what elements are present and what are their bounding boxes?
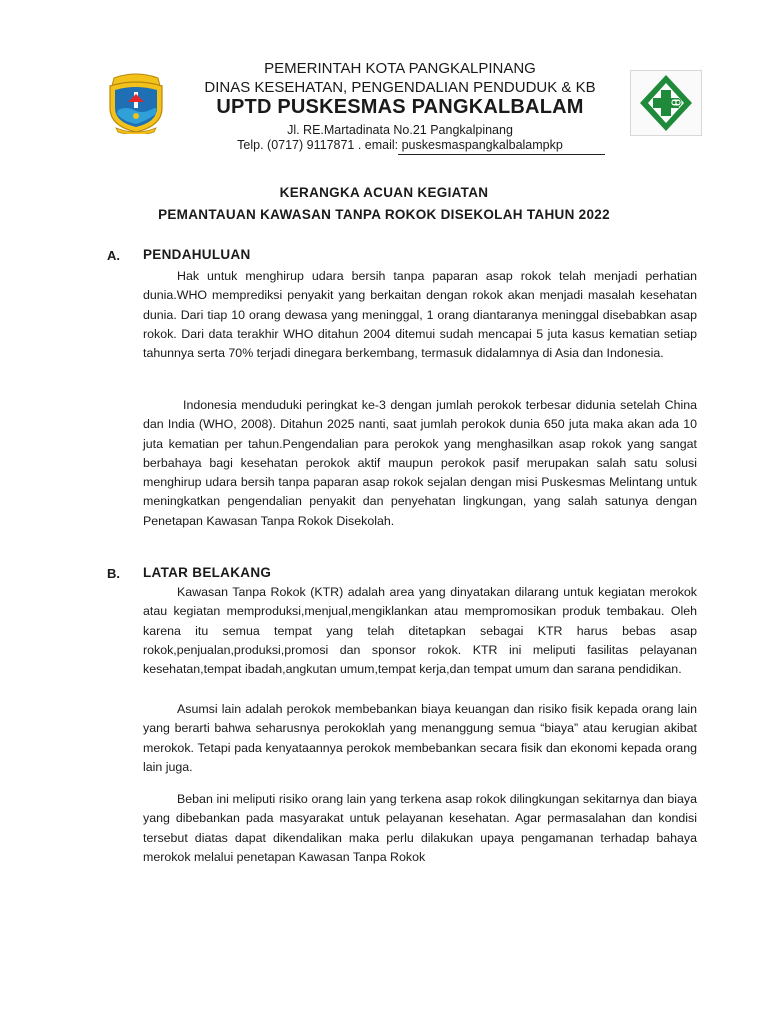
institution-address: Jl. RE.Martadinata No.21 Pangkalpinang (287, 123, 513, 137)
department-name: DINAS KESEHATAN, PENGENDALIAN PENDUDUK & KB (204, 79, 596, 96)
section-b-title: LATAR BELAKANG (143, 565, 272, 580)
institution-contact: Telp. (0717) 9117871 . email: puskesmaspangkalbalampkp (237, 138, 563, 152)
letterhead-underline (398, 154, 605, 155)
section-b-paragraph-3: Beban ini meliputi risiko orang lain yang terkena asap rokok dilingkungan sekitarnya dan biaya yang dibebankan pada masyarakat untuk pelayanan kesehatan. Agar permasalahan dan kondisi tersebut diatas dapat dikendalikan maka perlu dilakukan upaya pengamanan terhadap bahaya merokok melalui penetapan Kawasan Tanpa Rokok (143, 792, 697, 864)
section-a-paragraph-2: Indonesia menduduki peringkat ke-3 dengan jumlah perokok terbesar didunia setelah China dan India (WHO, 2008). Ditahun 2025 nanti, saat jumlah perokok dunia 650 juta maka akan ada 10 juta kematian per tahun.Pengendalian para perokok yang menghasilkan asap rokok yang sangat berbahaya bagi kesehatan perokok aktif maupun perokok pasif merupakan salah satu solusi menghirup udara bersih tanpa paparan asap rokok sejalan dengan misi Puskesmas Melintang untuk meningkatkan pengendalian penyakit dan penyehatan lingkungan, yang salah satunya dengan Penetapan Kawasan Tanpa Rokok Disekolah. (143, 398, 697, 528)
document-title: KERANGKA ACUAN KEGIATAN (279, 185, 489, 200)
section-a-marker: A. (107, 248, 120, 263)
section-b-paragraph-1: Kawasan Tanpa Rokok (KTR) adalah area yang dinyatakan dilarang untuk kegiatan merokok atau kegiatan memproduksi,menjual,mengiklankan atau mempromosikan produk tembakau. Oleh karena itu semua tempat yang telah ditetapkan sebagai KTR harus bebas asap rokok,penjualan,produksi,promosi dan sponsor rokok. KTR ini meliputi fasilitas pelayanan kesehatan,tempat ibadah,angkutan umum,tempat kerja,dan tempat umum dan sarana pendidikan. (143, 585, 697, 677)
section-b-paragraph-2: Asumsi lain adalah perokok membebankan biaya keuangan dan risiko fisik kepada orang lain yang berarti bahwa seharusnya perokoklah yang menanggung semua “biaya” atau kerugian akibat merokok. Tetapi pada kenyataannya perokok membebankan secara fisik dan ekonomi kepada orang lain juga. (143, 702, 697, 774)
document-subtitle: PEMANTAUAN KAWASAN TANPA ROKOK DISEKOLAH TAHUN 2022 (158, 207, 610, 222)
section-a-title: PENDAHULUAN (143, 247, 251, 262)
pangkalpinang-city-emblem-icon (104, 72, 168, 134)
section-a-paragraph-1: Hak untuk menghirup udara bersih tanpa paparan asap rokok telah menjadi perhatian dunia.WHO memprediksi penyakit yang berkaitan dengan rokok akan menjadi masalah kesehatan dunia. Dari tiap 10 orang dewasa yang meninggal, 1 orang diantaranya meninggal disebabkan asap rokok. Dari data terakhir WHO ditahun 2004 ditemui sudah mencapai 5 juta kasus kematian setiap tahunnya serta 70% terjadi dinegara berkembang, termasuk didalamnya di Asia dan Indonesia. (143, 269, 697, 361)
section-b-marker: B. (107, 566, 120, 581)
letterhead (0, 0, 768, 160)
government-name: PEMERINTAH KOTA PANGKALPINANG (264, 60, 536, 77)
puskesmas-cross-logo-icon (630, 70, 702, 136)
institution-title: UPTD PUSKESMAS PANGKALBALAM (216, 96, 584, 118)
